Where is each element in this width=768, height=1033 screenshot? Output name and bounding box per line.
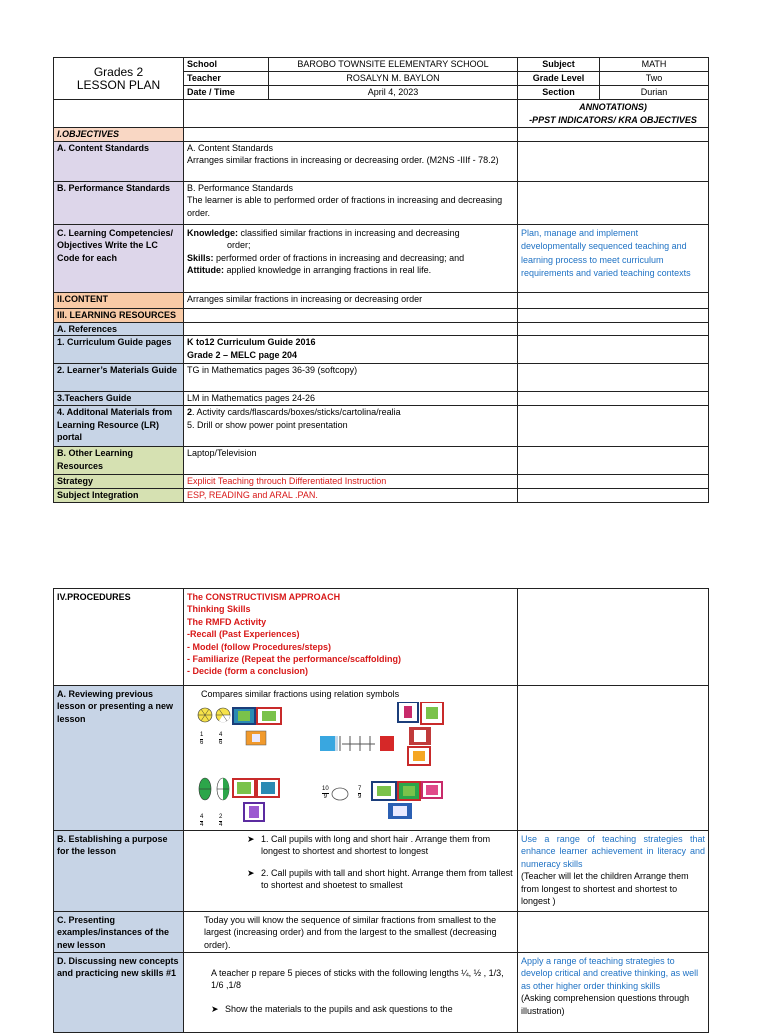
skills-value: performed order of fractions in increasing and decreasing; and bbox=[213, 252, 465, 263]
fraction-illustration bbox=[190, 702, 510, 827]
teacher-value: ROSALYN M. BAYLON bbox=[269, 72, 518, 86]
procedures-heading: IV.PROCEDURES bbox=[54, 589, 184, 686]
fraction-label: $\frac{1}{6}$ bbox=[200, 732, 204, 746]
curriculum-guide-value bbox=[184, 336, 518, 364]
fraction-label: $\frac{7}{9}$ bbox=[358, 786, 362, 800]
blank-cell bbox=[518, 912, 709, 953]
approach-line: - Familiarize (Repeat the performance/scaffolding) bbox=[187, 654, 402, 665]
performance-standards-line-2: The learner is able to performed order of fractions in increasing and decreasing order. bbox=[187, 195, 503, 218]
purpose-value bbox=[184, 831, 518, 912]
references-label: A. References bbox=[54, 323, 184, 336]
skills-key: Skills: bbox=[187, 252, 214, 263]
discussing-item-text: Show the materials to the pupils and ask questions to the bbox=[225, 1003, 453, 1014]
oval-fraction-icon bbox=[199, 778, 211, 800]
arrow-bullet-icon: ➤ bbox=[247, 867, 255, 878]
additional-materials-line-2: 5. Drill or show power point presentation bbox=[187, 419, 348, 430]
content-standards-line-1: A. Content Standards bbox=[187, 143, 274, 153]
annotations-header bbox=[518, 100, 709, 128]
presenting-value: Today you will know the sequence of similar fractions from smallest to the largest (increasing order) and from the largest to the smallest (decreasing order). bbox=[184, 912, 518, 953]
presenting-label: C. Presenting examples/instances of the new lesson bbox=[54, 912, 184, 953]
content-label: II.CONTENT bbox=[54, 293, 184, 309]
blank-cell bbox=[184, 100, 518, 128]
additional-materials-label: 4. Additonal Materials from Learning Resource (LR) portal bbox=[54, 406, 184, 447]
discussing-annotation-ppst: Apply a range of teaching strategies to develop critical and creative thinking, as well as other higher order thinking skills bbox=[521, 956, 699, 991]
purpose-annotation bbox=[518, 831, 709, 912]
approach-line: The RMFD Activity bbox=[187, 616, 267, 627]
blank-cell bbox=[518, 589, 709, 686]
school-value: BAROBO TOWNSITE ELEMENTARY SCHOOL bbox=[269, 58, 518, 72]
blank-cell bbox=[518, 182, 709, 225]
blank-cell bbox=[184, 128, 518, 142]
circle-fraction-icon bbox=[198, 708, 212, 722]
discussing-annotation-note: (Asking comprehension questions through illustration) bbox=[521, 993, 690, 1016]
circle-fraction-icon bbox=[216, 708, 230, 722]
blank-cell bbox=[518, 489, 709, 503]
content-standards-value bbox=[184, 142, 518, 182]
additional-materials-line-1: . Activity cards/flascards/boxes/sticks/cartolina/realia bbox=[192, 407, 401, 418]
grade-level-label: Grade Level bbox=[518, 72, 600, 86]
fraction-bar-icon bbox=[320, 736, 394, 751]
approach-line: - Decide (form a conclusion) bbox=[187, 666, 309, 677]
integration-label: Subject Integration bbox=[54, 489, 184, 503]
reviewing-text: Compares similar fractions using relation symbols bbox=[201, 689, 400, 699]
annotations-line-1: ANNOTATIONS) bbox=[579, 102, 647, 113]
discussing-annotation bbox=[518, 953, 709, 1033]
header-title-cell bbox=[54, 58, 184, 100]
curriculum-guide-label: 1. Curriculum Guide pages bbox=[54, 336, 184, 364]
blank-cell bbox=[184, 309, 518, 323]
strategy-label: Strategy bbox=[54, 475, 184, 489]
integration-value: ESP, READING and ARAL .PAN. bbox=[184, 489, 518, 503]
blank-cell bbox=[518, 293, 709, 309]
approach-line: -Recall (Past Experiences) bbox=[187, 629, 300, 640]
knowledge-value-cont: order; bbox=[227, 240, 251, 251]
arrow-bullet-icon: ➤ bbox=[211, 1003, 219, 1014]
blank-cell bbox=[518, 364, 709, 392]
strategy-value: Explicit Teaching throuch Differentiated Instruction bbox=[184, 475, 518, 489]
teacher-label: Teacher bbox=[184, 72, 269, 86]
other-resources-value: Laptop/Television bbox=[184, 447, 518, 475]
procedures-approach bbox=[184, 589, 518, 686]
discussing-item bbox=[187, 1003, 514, 1015]
blank-cell bbox=[518, 336, 709, 364]
blank-cell bbox=[184, 323, 518, 336]
blank-cell bbox=[518, 142, 709, 182]
content-value: Arranges similar fractions in increasing or decreasing order bbox=[184, 293, 518, 309]
additional-materials-num: 2 bbox=[187, 407, 193, 418]
blank-cell bbox=[518, 447, 709, 475]
learners-materials-label: 2. Learner’s Materials Guide bbox=[54, 364, 184, 392]
knowledge-key: Knowledge: bbox=[187, 228, 238, 238]
objectives-heading: I.OBJECTIVES bbox=[54, 128, 184, 142]
school-label: School bbox=[184, 58, 269, 72]
content-standards-label: A. Content Standards bbox=[54, 142, 184, 182]
grade-level-value: Two bbox=[600, 72, 709, 86]
performance-standards-value bbox=[184, 182, 518, 225]
curriculum-guide-line-1: K to12 Curriculum Guide 2016 bbox=[187, 337, 316, 348]
fraction-label: $\frac{4}{6}$ bbox=[219, 732, 223, 746]
teachers-guide-value: LM in Mathematics pages 24-26 bbox=[184, 392, 518, 406]
reviewing-value bbox=[184, 686, 518, 831]
competencies-annotation: Plan, manage and implement developmentally sequenced teaching and learning process to meet curriculum requirements and varied teaching contexts bbox=[518, 225, 709, 293]
curriculum-guide-line-2: Grade 2 – MELC page 204 bbox=[187, 349, 298, 360]
procedures-table bbox=[53, 588, 709, 1033]
purpose-item bbox=[187, 833, 514, 858]
fraction-label: $\frac{10}{9}$ bbox=[322, 786, 329, 800]
purpose-label: B. Establishing a purpose for the lesson bbox=[54, 831, 184, 912]
purpose-annotation-ppst: Use a range of teaching strategies that enhance learner achievement in literacy and numeracy skills bbox=[521, 834, 705, 869]
knowledge-value: classified similar fractions in increasing and decreasing bbox=[238, 228, 460, 238]
blank-cell bbox=[518, 475, 709, 489]
competencies-label: C. Learning Competencies/ Objectives Write the LC Code for each bbox=[54, 225, 184, 293]
content-standards-line-2: Arranges similar fractions in increasing or decreasing order. (M2NS -IIIf - 78.2) bbox=[187, 155, 499, 166]
date-label: Date / Time bbox=[184, 86, 269, 100]
section-value: Durian bbox=[600, 86, 709, 100]
purpose-item-text: 1. Call pupils with long and short hair . Arrange them from longest to shortest and shortest to longest bbox=[261, 834, 491, 857]
lesson-plan-table bbox=[53, 57, 709, 503]
learners-materials-value: TG in Mathematics pages 36-39 (softcopy) bbox=[184, 364, 518, 392]
other-resources-label: B. Other Learning Resources bbox=[54, 447, 184, 475]
discussing-label: D. Discussing new concepts and practicing new skills #1 bbox=[54, 953, 184, 1033]
date-value: April 4, 2023 bbox=[269, 86, 518, 100]
answer-blank-icon bbox=[332, 788, 348, 800]
approach-line: The CONSTRUCTIVISM APPROACH bbox=[187, 592, 341, 602]
blank-cell bbox=[518, 392, 709, 406]
subject-label: Subject bbox=[518, 58, 600, 72]
resources-label: III. LEARNING RESOURCES bbox=[54, 309, 184, 323]
teachers-guide-label: 3.Teachers Guide bbox=[54, 392, 184, 406]
performance-standards-line-1: B. Performance Standards bbox=[187, 183, 294, 193]
attitude-value: applied knowledge in arranging fractions in real life. bbox=[224, 265, 432, 276]
approach-line: Thinking Skills bbox=[187, 604, 251, 615]
reviewing-label: A. Reviewing previous lesson or presenting a new lesson bbox=[54, 686, 184, 831]
fraction-label: $\frac{4}{4}$ bbox=[200, 814, 204, 828]
blank-cell bbox=[518, 406, 709, 447]
discussing-line-1: A teacher p repare 5 pieces of sticks with the following lengths ¼, ½ , 1/3, 1/6 ,1/8 bbox=[211, 968, 504, 991]
blank-cell bbox=[54, 100, 184, 128]
grade-title: Grades 2 bbox=[93, 64, 144, 79]
blank-cell bbox=[518, 309, 709, 323]
purpose-item bbox=[187, 867, 514, 892]
performance-standards-label: B. Performance Standards bbox=[54, 182, 184, 225]
section-label: Section bbox=[518, 86, 600, 100]
attitude-key: Attitude: bbox=[187, 265, 224, 276]
additional-materials-value bbox=[184, 406, 518, 447]
purpose-annotation-note: (Teacher will let the children Arrange them from longest to shortest and shortest to longest ) bbox=[521, 871, 689, 907]
blank-cell bbox=[518, 686, 709, 831]
blank-cell bbox=[518, 128, 709, 142]
purpose-item-text: 2. Call pupils with tall and short hight. Arrange them from tallest to shortest and shoetest to smallest bbox=[261, 867, 513, 891]
subject-value: MATH bbox=[600, 58, 709, 72]
fraction-label: $\frac{2}{4}$ bbox=[219, 814, 223, 828]
blank-cell bbox=[518, 323, 709, 336]
discussing-value bbox=[184, 953, 518, 1033]
lesson-plan-title: LESSON PLAN bbox=[76, 77, 161, 92]
arrow-bullet-icon: ➤ bbox=[247, 834, 255, 844]
annotations-line-2: -PPST INDICATORS/ KRA OBJECTIVES bbox=[529, 114, 697, 125]
approach-line: - Model (follow Procedures/steps) bbox=[187, 641, 332, 652]
oval-fraction-icon bbox=[217, 778, 229, 800]
competencies-value bbox=[184, 225, 518, 293]
